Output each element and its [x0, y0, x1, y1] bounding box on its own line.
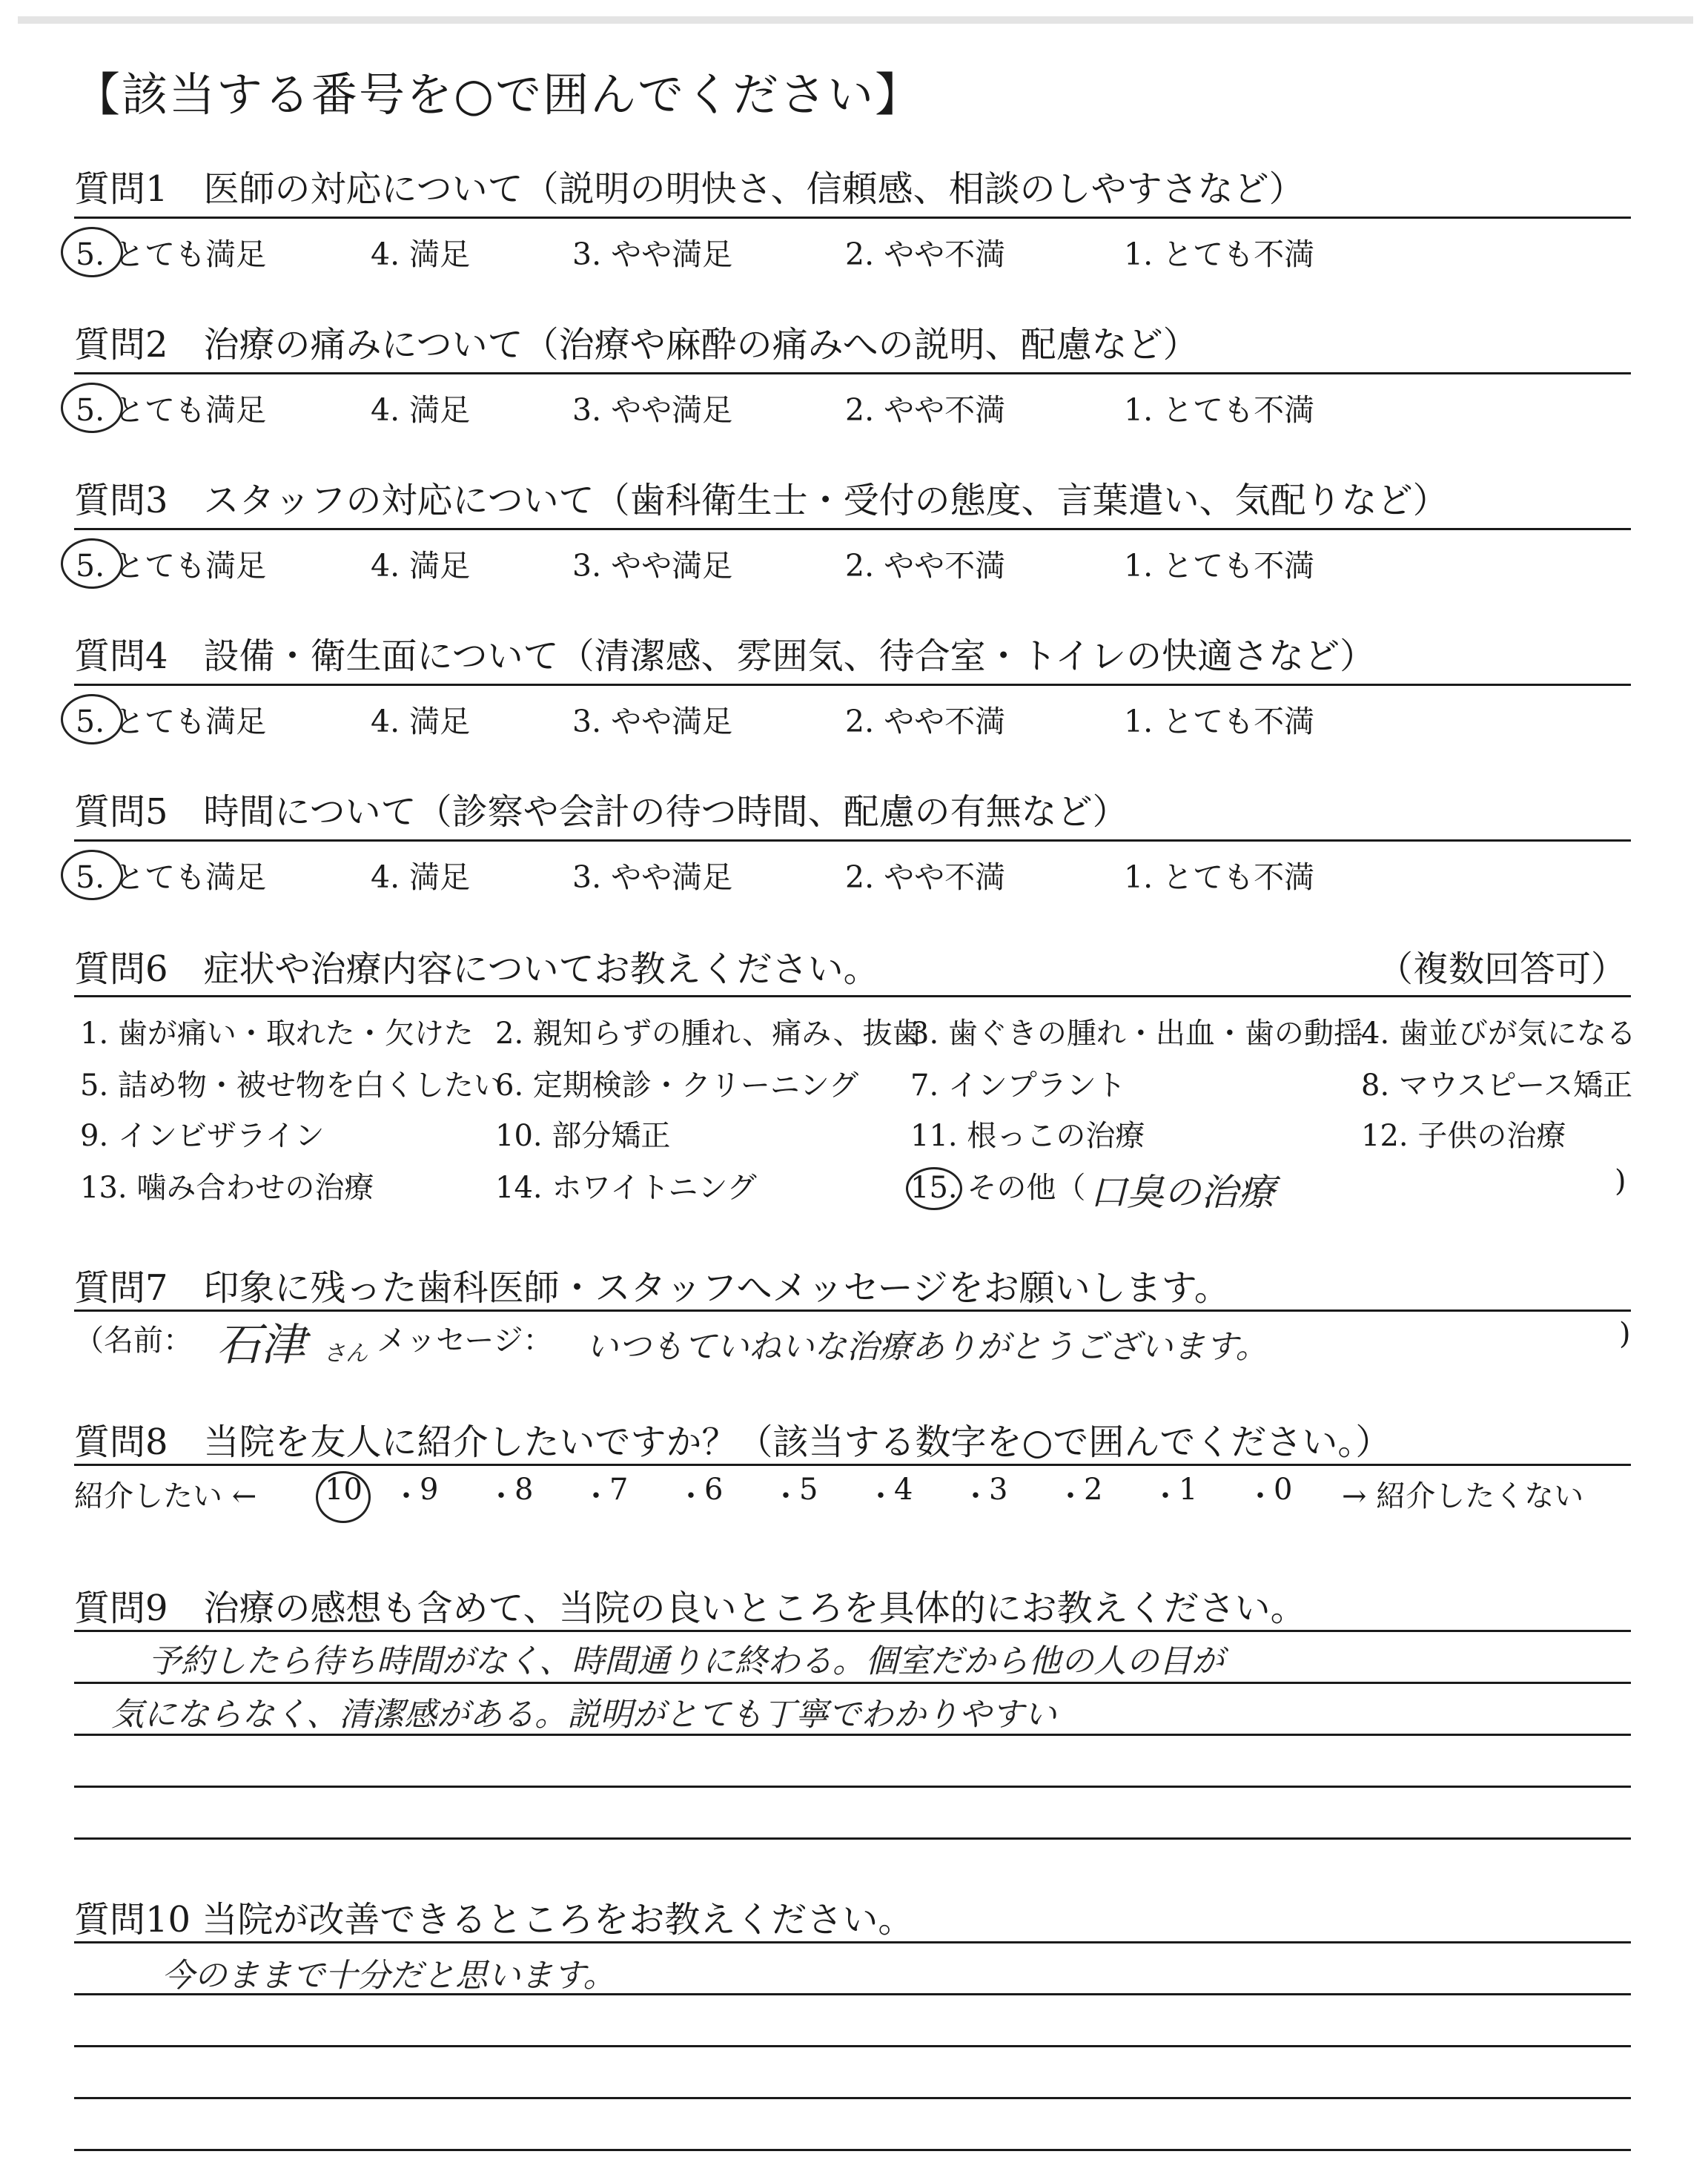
q8-rule — [74, 1464, 1631, 1466]
q8-scale-2: 2 — [1084, 1473, 1103, 1507]
q4-option-3: 3. やや満足 — [572, 704, 733, 739]
q6-option-7: 7. インプラント — [910, 1069, 1126, 1103]
q3-option-3: 3. やや満足 — [572, 548, 733, 584]
q6-option-10: 10. 部分矯正 — [495, 1119, 671, 1153]
q2-option-5: 5. とても満足 — [76, 392, 267, 428]
q10-rule-4 — [74, 2097, 1631, 2099]
q7-message-label: メッセージ： — [377, 1324, 553, 1358]
q2-option-3: 3. やや満足 — [572, 392, 733, 428]
q6-option-15: 15. その他（ — [910, 1171, 1086, 1205]
q3-option-5: 5. とても満足 — [76, 548, 267, 584]
q3-title: 質問3 スタッフの対応について（歯科衛生士・受付の態度、言葉遣い、気配りなど） — [74, 480, 1449, 521]
q6-title: 質問6 症状や治療内容についてお教えください。 — [74, 948, 879, 990]
q8-title: 質問8 当院を友人に紹介したいですか？（該当する数字を○で囲んでください。） — [74, 1421, 1391, 1463]
q4-selected-circle — [61, 694, 123, 744]
q9-answer-line-2: 気にならなく、清潔感がある。説明がとても丁寧でわかりやすい — [111, 1696, 1057, 1734]
q6-option-13: 13. 噛み合わせの治療 — [80, 1171, 374, 1205]
q3-rule — [74, 528, 1631, 530]
q8-scale-5: 5 — [799, 1473, 818, 1507]
q7-title: 質問7 印象に残った歯科医師・スタッフへメッセージをお願いします。 — [74, 1267, 1230, 1309]
form-header: 【該当する番号を○で囲んでください】 — [74, 67, 923, 122]
q8-scale-separator: ・ — [1245, 1479, 1275, 1513]
q5-rule — [74, 839, 1631, 842]
q6-option-8: 8. マウスピース矯正 — [1361, 1069, 1633, 1103]
q8-selected-circle — [316, 1471, 371, 1523]
q8-scale-separator: ・ — [866, 1479, 896, 1513]
q8-scale-separator: ・ — [771, 1479, 801, 1513]
q8-left-label: 紹介したい ← — [74, 1479, 257, 1513]
q5-option-5: 5. とても満足 — [76, 859, 267, 895]
q7-name-handwritten: 石津 — [216, 1319, 305, 1371]
q2-title: 質問2 治療の痛みについて（治療や麻酔の痛みへの説明、配慮など） — [74, 324, 1199, 366]
q6-option-6: 6. 定期検診・クリーニング — [495, 1069, 859, 1103]
q1-title: 質問1 医師の対応について（説明の明快さ、信頼感、相談のしやすさなど） — [74, 168, 1305, 210]
q6-option-12: 12. 子供の治療 — [1361, 1119, 1566, 1153]
q8-scale-separator: ・ — [676, 1479, 706, 1513]
q4-option-5: 5. とても満足 — [76, 704, 267, 739]
q6-note: （複数回答可） — [1377, 948, 1627, 990]
q2-option-4: 4. 満足 — [371, 392, 471, 428]
q8-scale-9: 9 — [420, 1473, 439, 1507]
q4-title: 質問4 設備・衛生面について（清潔感、雰囲気、待合室・トイレの快適さなど） — [74, 635, 1376, 677]
q2-option-1: 1. とても不満 — [1124, 392, 1315, 428]
q3-option-4: 4. 満足 — [371, 548, 471, 584]
q8-scale-10: 10 — [325, 1473, 363, 1507]
q6-option-3: 3. 歯ぐきの腫れ・出血・歯の動揺 — [910, 1017, 1363, 1051]
q9-title: 質問9 治療の感想も含めて、当院の良いところを具体的にお教えください。 — [74, 1588, 1306, 1629]
q5-selected-circle — [61, 850, 123, 900]
q8-scale-separator: ・ — [391, 1479, 421, 1513]
q10-rule-5 — [74, 2149, 1631, 2151]
q1-option-5: 5. とても満足 — [76, 237, 267, 272]
q10-title: 質問10 当院が改善できるところをお教えください。 — [74, 1899, 914, 1941]
q6-option-14: 14. ホワイトニング — [495, 1171, 757, 1205]
q4-option-1: 1. とても不満 — [1124, 704, 1315, 739]
q10-answer-line-1: 今のままで十分だと思います。 — [162, 1957, 616, 1995]
q8-scale-8: 8 — [514, 1473, 534, 1507]
q6-option-5: 5. 詰め物・被せ物を白くしたい — [80, 1069, 503, 1103]
q10-rule-1 — [74, 1941, 1631, 1943]
q1-option-1: 1. とても不満 — [1124, 237, 1315, 272]
q10-rule-3 — [74, 2045, 1631, 2047]
q5-option-4: 4. 満足 — [371, 859, 471, 895]
q6-other-close-paren: ) — [1615, 1164, 1626, 1198]
q2-option-2: 2. やや不満 — [845, 392, 1006, 428]
q4-option-2: 2. やや不満 — [845, 704, 1006, 739]
q5-title: 質問5 時間について（診察や会計の待つ時間、配慮の有無など） — [74, 791, 1128, 833]
q1-option-4: 4. 満足 — [371, 237, 471, 272]
q9-rule-2 — [74, 1682, 1631, 1684]
q8-scale-separator: ・ — [1056, 1479, 1085, 1513]
q8-scale-separator: ・ — [581, 1479, 611, 1513]
q8-scale-7: 7 — [609, 1473, 629, 1507]
q6-option-1: 1. 歯が痛い・取れた・欠けた — [80, 1017, 474, 1051]
q1-option-3: 3. やや満足 — [572, 237, 733, 272]
q6-option-4: 4. 歯並びが気になる — [1361, 1017, 1636, 1051]
q6-option-11: 11. 根っこの治療 — [910, 1119, 1145, 1153]
q9-answer-line-1: 予約したら待ち時間がなく、時間通りに終わる。個室だから他の人の目が — [148, 1642, 1225, 1680]
q7-close-paren: ) — [1619, 1317, 1631, 1351]
q2-rule — [74, 372, 1631, 374]
q8-right-label: → 紹介したくない — [1342, 1479, 1584, 1513]
q8-scale-4: 4 — [894, 1473, 913, 1507]
q3-selected-circle — [61, 538, 123, 589]
q1-option-2: 2. やや不満 — [845, 237, 1006, 272]
scan-top-edge — [18, 16, 1693, 24]
q8-scale-separator: ・ — [486, 1479, 516, 1513]
q8-scale-1: 1 — [1179, 1473, 1198, 1507]
q1-rule — [74, 217, 1631, 219]
q4-rule — [74, 684, 1631, 686]
q7-rule — [74, 1309, 1631, 1312]
q6-option-9: 9. インビザライン — [80, 1119, 325, 1153]
q8-scale-separator: ・ — [961, 1479, 990, 1513]
q7-name-label: （名前： — [74, 1324, 193, 1358]
q5-option-3: 3. やや満足 — [572, 859, 733, 895]
q9-rule-4 — [74, 1786, 1631, 1788]
q8-scale-separator: ・ — [1151, 1479, 1180, 1513]
q6-rule — [74, 995, 1631, 997]
q5-option-2: 2. やや不満 — [845, 859, 1006, 895]
q8-scale-6: 6 — [704, 1473, 724, 1507]
q9-rule-1 — [74, 1630, 1631, 1632]
q1-selected-circle — [61, 227, 123, 277]
q6-option-2: 2. 親知らずの腫れ、痛み、抜歯 — [495, 1017, 922, 1051]
q7-san-handwritten: さん — [323, 1341, 368, 1367]
q8-scale-3: 3 — [989, 1473, 1008, 1507]
q5-option-1: 1. とても不満 — [1124, 859, 1315, 895]
q6-other-handwritten: 口臭の治療 — [1090, 1171, 1275, 1214]
q3-option-2: 2. やや不満 — [845, 548, 1006, 584]
q6-selected-circle — [906, 1167, 962, 1210]
q7-message-handwritten: いつもていねいな治療ありがとうございます。 — [586, 1328, 1268, 1366]
q9-rule-5 — [74, 1837, 1631, 1840]
q8-scale-0: 0 — [1274, 1473, 1293, 1507]
q3-option-1: 1. とても不満 — [1124, 548, 1315, 584]
q4-option-4: 4. 満足 — [371, 704, 471, 739]
q2-selected-circle — [61, 383, 123, 433]
